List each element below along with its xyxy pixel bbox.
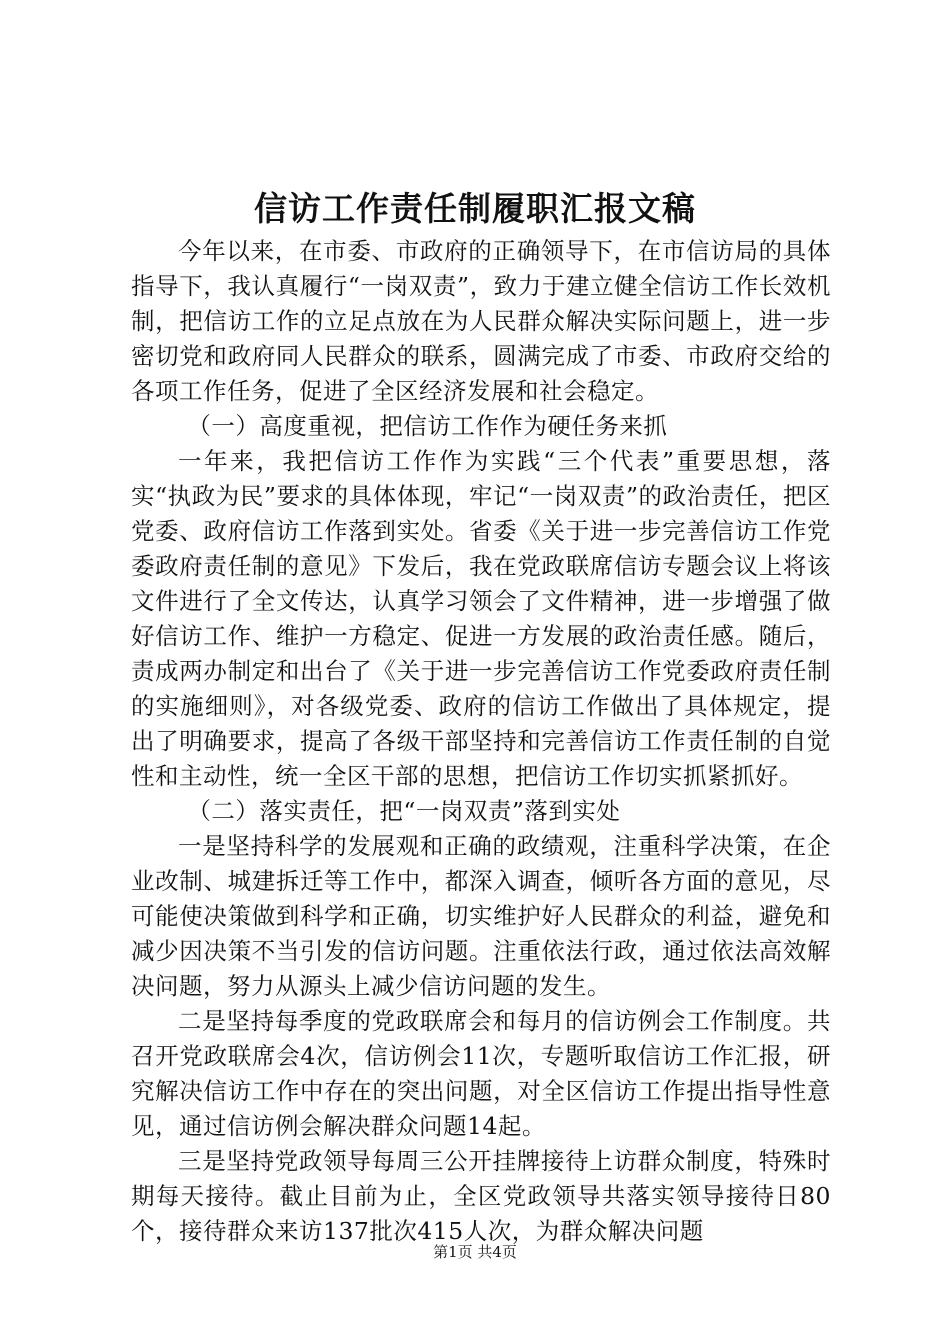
paragraph-section-1: 一年来，我把信访工作作为实践“三个代表”重要思想，落实“执政为民”要求的具体体现，牢记“一岗双责”的政治责任，把区党委、政府信访工作落到实处。省委《关于进一步完善信访工作党委政府责任制的意见》下发后，我在党政联席信访专题会议上将该文件进行了全文传达，认真学习领会了文件精神，进一步增强了做好信访工作、维护一方稳定、促进一方发展的政治责任感。随后，责成两办制定和出台了《关于进一步完善信访工作党委政府责任制的实施细则》，对各级党委、政府的信访工作做出了具体规定，提出了明确要求，提高了各级干部坚持和完善信访工作责任制的自觉性和主动性，统一全区干部的思想，把信访工作切实抓紧抓好。 [131,447,831,790]
paragraph-item-2: 二是坚持每季度的党政联席会和每月的信访例会工作制度。共召开党政联席会4次，信访例会11次，专题听取信访工作汇报，研究解决信访工作中存在的突出问题，对全区信访工作提出指导性意见，通过信访例会解决群众问题14起。 [131,1007,831,1140]
section-heading-2: （二）落实责任，把“一岗双责”落到实处 [187,797,621,825]
page-footer: 第1页 共4页 [433,1243,517,1261]
paragraph-intro: 今年以来，在市委、市政府的正确领导下，在市信访局的具体指导下，我认真履行“一岗双责”，致力于建立健全信访工作长效机制，把信访工作的立足点放在为人民群众解决实际问题上，进一步密切党和政府同人民群众的联系，圆满完成了市委、市政府交给的各项工作任务，促进了全区经济发展和社会稳定。 [131,237,831,405]
section-heading-1: （一）高度重视，把信访工作作为硬任务来抓 [187,412,668,440]
document-body [131,234,831,1249]
paragraph-item-1: 一是坚持科学的发展观和正确的政绩观，注重科学决策，在企业改制、城建拆迁等工作中，都深入调查，倾听各方面的意见，尽可能使决策做到科学和正确，切实维护好人民群众的利益，避免和减少因决策不当引发的信访问题。注重依法行政，通过依法高效解决问题，努力从源头上减少信访问题的发生。 [131,832,831,1000]
document-title: 信访工作责任制履职汇报文稿 [254,189,696,228]
paragraph-item-3: 三是坚持党政领导每周三公开挂牌接待上访群众制度，特殊时期每天接待。截止目前为止，全区党政领导共落实领导接待日80个，接待群众来访137批次415人次，为群众解决问题 [131,1147,831,1245]
